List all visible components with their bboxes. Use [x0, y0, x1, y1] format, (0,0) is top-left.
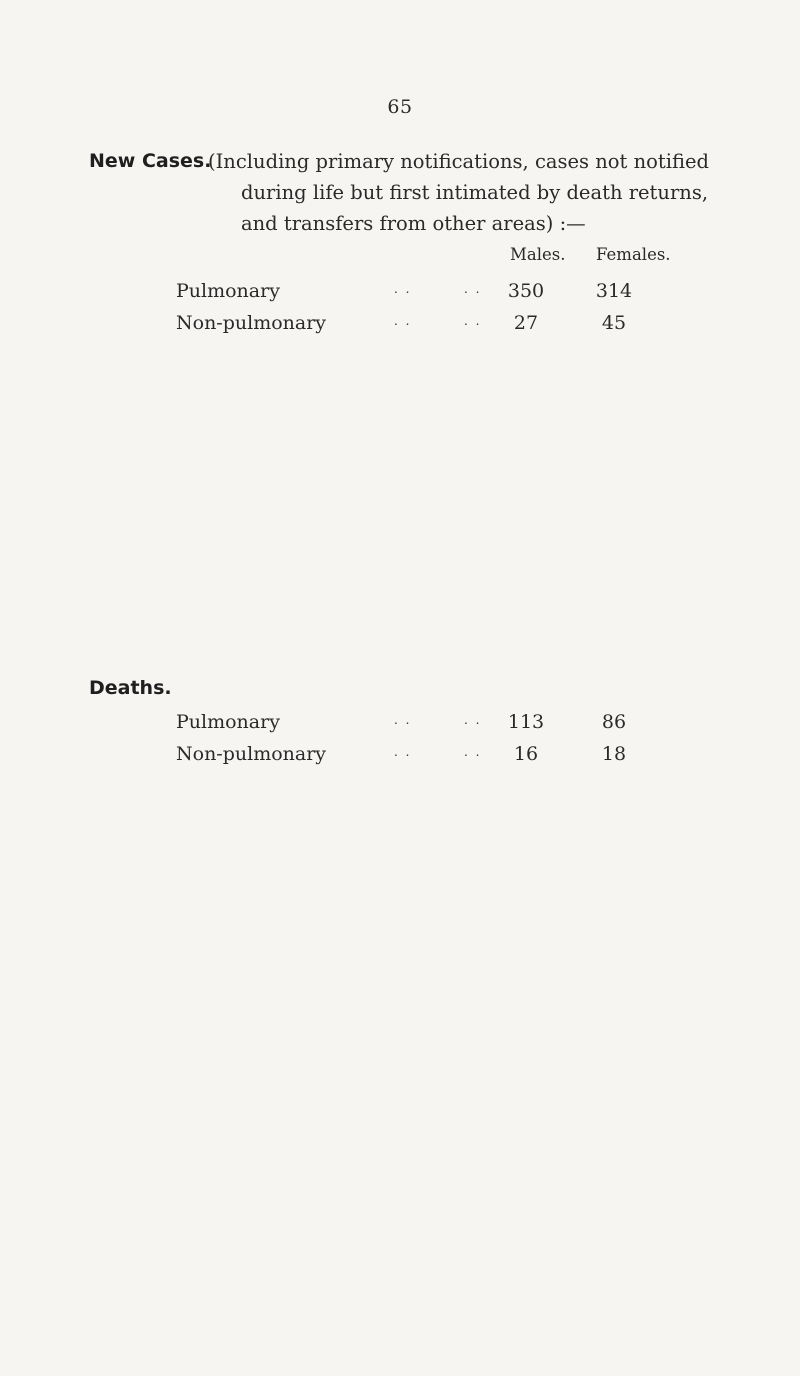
table-row: [176, 743, 736, 773]
row-label: Pulmonary: [176, 711, 280, 733]
row-label: Non-pulmonary: [176, 743, 327, 765]
column-header-females: Females.: [596, 245, 671, 264]
deaths-heading: Deaths.: [89, 677, 172, 699]
dot-leader: . .: [464, 713, 482, 727]
row-label: Pulmonary: [176, 280, 280, 302]
dot-leader: . .: [394, 745, 412, 759]
dot-leader: . .: [464, 745, 482, 759]
females-value: 86: [601, 711, 627, 733]
males-value: 350: [507, 280, 545, 302]
intro-line: (Including primary notifications, cases not notified: [208, 150, 709, 173]
page-number: 65: [387, 96, 413, 118]
dot-leader: . .: [464, 314, 482, 328]
new-cases-heading: New Cases.: [89, 150, 212, 172]
dot-leader: . .: [464, 282, 482, 296]
females-value: 18: [601, 743, 627, 765]
males-value: 113: [507, 711, 545, 733]
males-value: 27: [513, 312, 539, 334]
females-value: 314: [595, 280, 633, 302]
table-row: [176, 280, 736, 310]
dot-leader: . .: [394, 314, 412, 328]
row-label: Non-pulmonary: [176, 312, 327, 334]
females-value: 45: [601, 312, 627, 334]
column-header-males: Males.: [510, 245, 566, 264]
table-row: [176, 312, 736, 342]
table-row: [176, 711, 736, 741]
intro-line: during life but first intimated by death returns,: [241, 181, 709, 204]
new-cases-intro: [208, 146, 768, 239]
dot-leader: . .: [394, 282, 412, 296]
intro-line: and transfers from other areas) :—: [241, 212, 586, 235]
dot-leader: . .: [394, 713, 412, 727]
males-value: 16: [513, 743, 539, 765]
